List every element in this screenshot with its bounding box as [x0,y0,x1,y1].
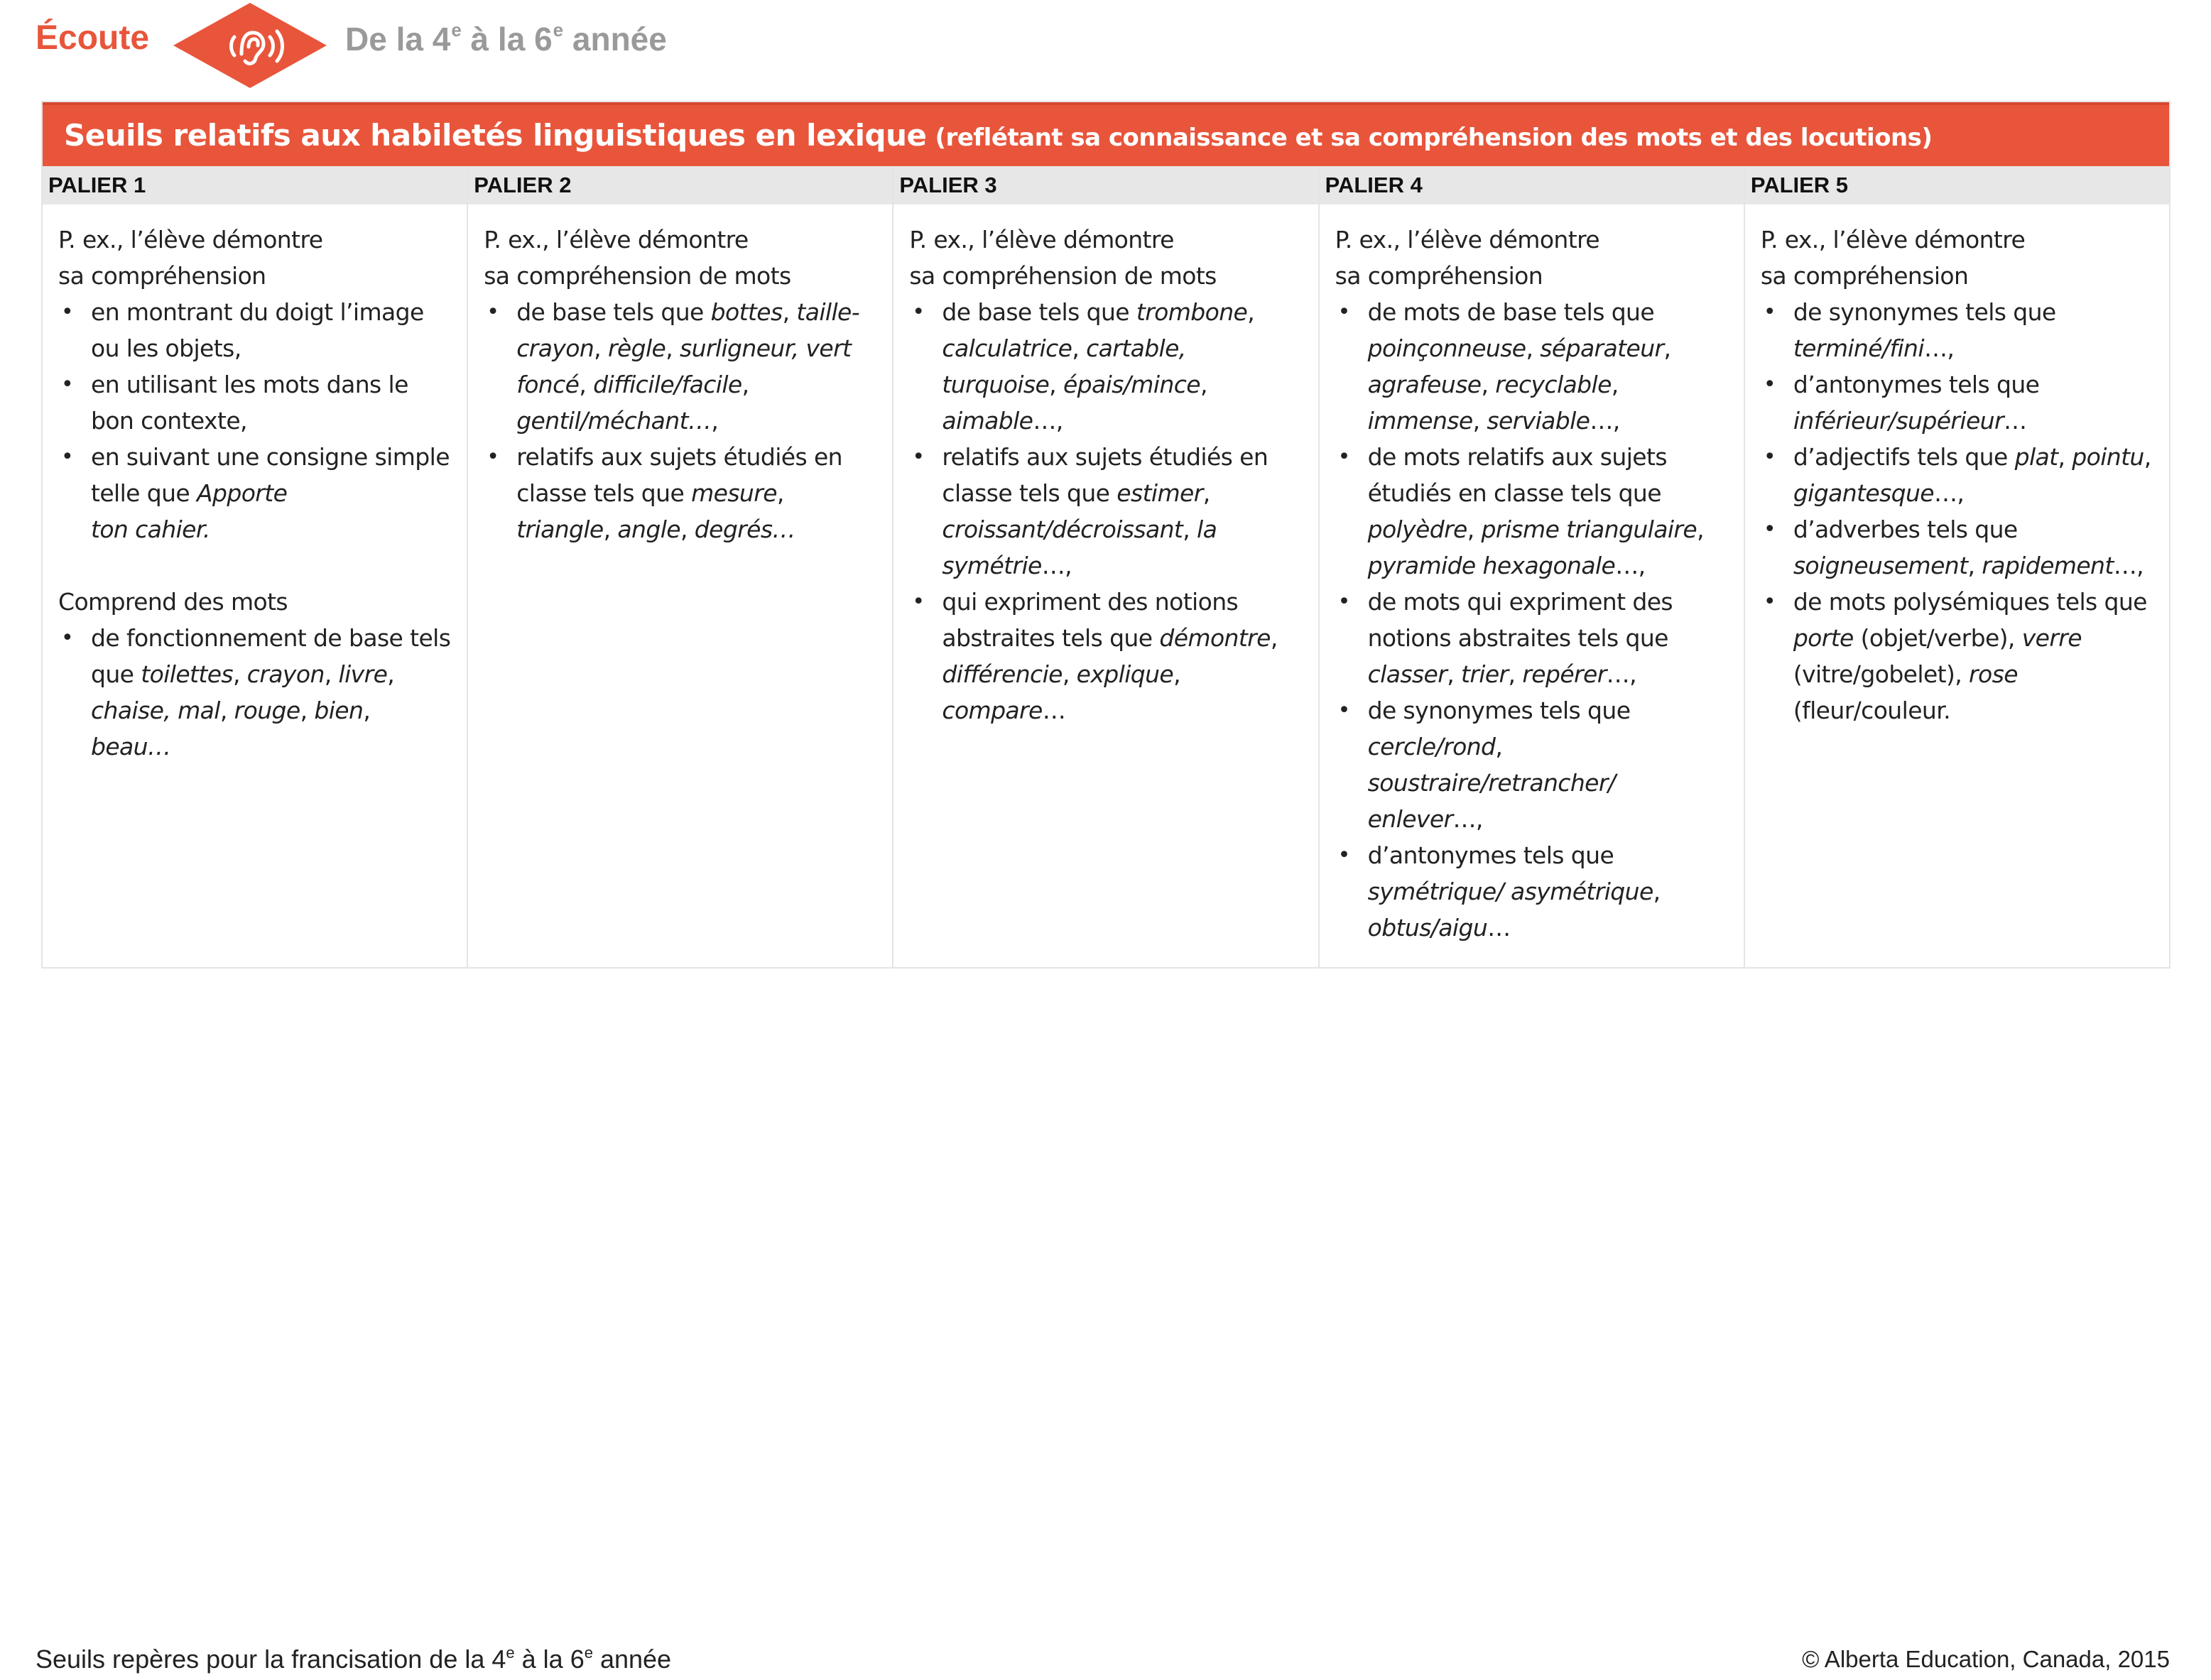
list-item: • qui expriment des notions abstraites tels que démontre, différencie, explique, compare… [909,584,1303,729]
bullet-list [1761,294,2155,729]
list-item: • de synonymes tels que cercle/rond, soustraire/retrancher/ enlever…, [1335,692,1729,837]
table-columns [43,166,2169,967]
list-item: • de mots relatifs aux sujets étudiés en classe tels que polyèdre, prisme triangulaire, pyramide hexagonale…, [1335,439,1729,584]
list-item: • de base tels que trombone, calculatrice, cartable, turquoise, épais/mince, aimable…, [909,294,1303,439]
column-palier-2 [468,166,893,967]
intro-line: sa compréhension [1760,262,1969,290]
column-body [43,204,467,765]
list-item: • en utilisant les mots dans le bon contexte, [58,366,452,439]
intro-line: Comprend des mots [58,588,288,616]
list-item: • relatifs aux sujets étudiés en classe tels que estimer, croissant/décroissant, la symétrie…, [909,439,1303,584]
intro-line: P. ex., l’élève démontre [484,226,749,253]
bullet-list [58,294,452,547]
bullet-list [58,620,452,765]
list-item: • de mots polysémiques tels que porte (objet/verbe), verre (vitre/gobelet), rose (fleur/couleur. [1761,584,2155,729]
list-item: • d’antonymes tels que inférieur/supérieur… [1761,366,2155,439]
list-item: • de mots qui expriment des notions abstraites tels que classer, trier, repérer…, [1335,584,1729,692]
intro-line: P. ex., l’élève démontre [1335,226,1600,253]
list-item: • de fonctionnement de base tels que toilettes, crayon, livre, chaise, mal, rouge, bien, beau… [58,620,452,765]
page-header [0,0,2211,92]
column-body [1745,204,2169,729]
table-title-bar [43,102,2169,166]
intro-line: P. ex., l’élève démontre [1760,226,2026,253]
list-item: • d’adverbes tels que soigneusement, rapidement…, [1761,511,2155,584]
column-palier-3 [893,166,1319,967]
column-header: PALIER 2 [468,166,892,204]
list-item: • de synonymes tels que terminé/fini…, [1761,294,2155,366]
footer-document-title: Seuils repères pour la francisation de la 4e à la 6e année [36,1644,672,1674]
column-header: PALIER 3 [893,166,1318,204]
table-title: Seuils relatifs aux habiletés linguistiques en lexique (reflétant sa connaissance et sa compréhension des mots et des locutions) [64,118,1933,153]
intro-line: P. ex., l’élève démontre [909,226,1174,253]
column-header: PALIER 4 [1320,166,1744,204]
intro-line: sa compréhension [1335,262,1543,290]
column-palier-5 [1745,166,2169,967]
column-palier-1 [43,166,468,967]
intro-line: P. ex., l’élève démontre [58,226,323,253]
bullet-list [909,294,1303,729]
intro-line: sa compréhension de mots [484,262,791,290]
column-body [893,204,1318,729]
list-item: • d’antonymes tels que symétrique/ asymétrique, obtus/aigu… [1335,837,1729,946]
list-item: • de base tels que bottes, taille-crayon, règle, surligneur, vert foncé, difficile/facile, gentil/méchant…, [484,294,878,439]
grade-range: De la 4e à la 6e année [345,19,667,58]
list-item: • en suivant une consigne simple telle que Apporte ton cahier. [58,439,452,547]
bullet-list [484,294,878,547]
list-item: • de mots de base tels que poinçonneuse, séparateur, agrafeuse, recyclable, immense, serviable…, [1335,294,1729,439]
bullet-list [1335,294,1729,946]
intro-line: sa compréhension [58,262,266,290]
list-item: • relatifs aux sujets étudiés en classe tels que mesure, triangle, angle, degrés… [484,439,878,547]
column-palier-4 [1320,166,1745,967]
list-item: • en montrant du doigt l’image ou les objets, [58,294,452,366]
list-item: • d’adjectifs tels que plat, pointu, gigantesque…, [1761,439,2155,511]
footer-copyright: © Alberta Education, Canada, 2015 [1802,1646,2170,1672]
thresholds-table [41,101,2171,969]
table-subtitle: (reflétant sa connaissance et sa compréhension des mots et des locutions) [935,124,1933,152]
column-body [1320,204,1744,946]
section-label: Écoute [36,19,150,57]
column-header: PALIER 5 [1745,166,2169,204]
intro-line: sa compréhension de mots [909,262,1217,290]
ear-sound-icon [173,3,327,88]
column-header: PALIER 1 [43,166,467,204]
column-body [468,204,892,547]
